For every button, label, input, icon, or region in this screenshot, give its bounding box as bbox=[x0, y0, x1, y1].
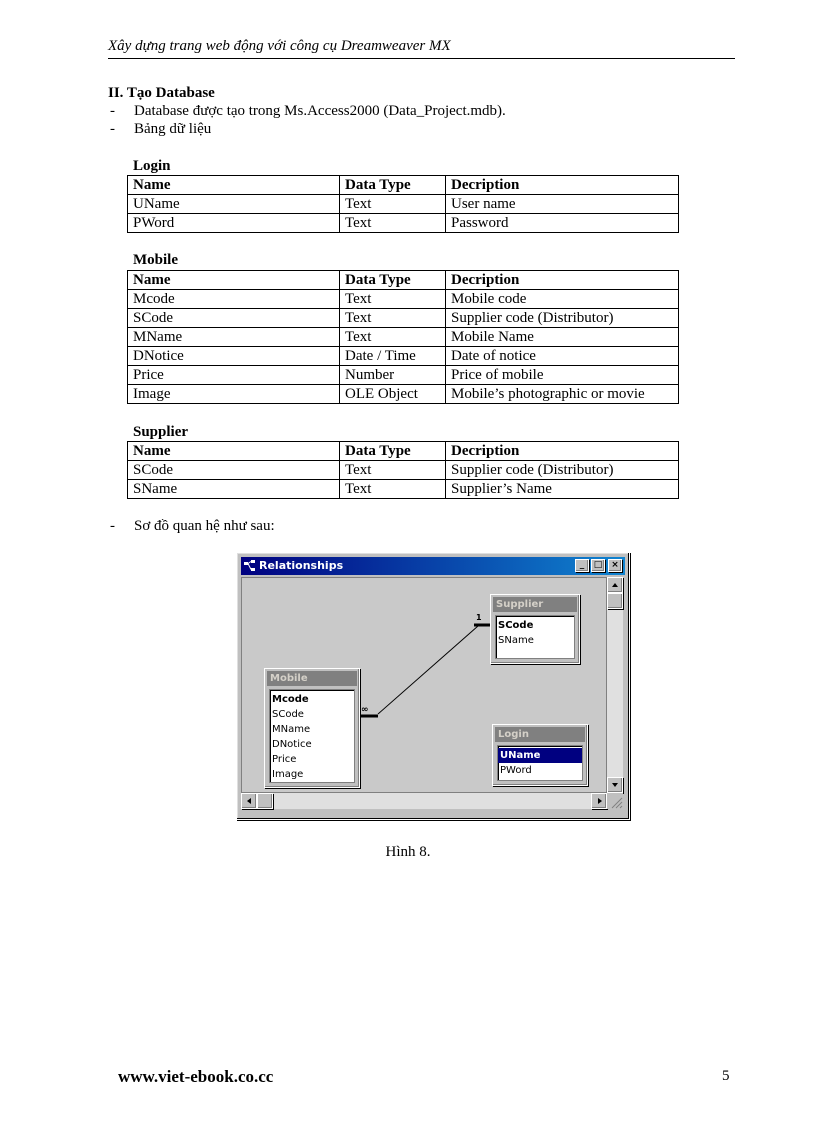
cell-name: PWord bbox=[128, 214, 340, 233]
cell-type: OLE Object bbox=[340, 385, 446, 404]
scroll-up-button[interactable] bbox=[607, 577, 623, 593]
relationships-window bbox=[236, 552, 630, 820]
footer-url: www.viet-ebook.co.cc bbox=[118, 1067, 274, 1086]
table-row bbox=[128, 290, 679, 309]
cell-type: Date / Time bbox=[340, 347, 446, 366]
running-header: Xây dựng trang web động với công cụ Dreamweaver MX bbox=[108, 38, 451, 54]
mobile-list-title[interactable]: Mobile bbox=[267, 671, 357, 686]
supplier-list-title[interactable]: Supplier bbox=[493, 597, 577, 612]
page-number: 5 bbox=[722, 1068, 730, 1084]
cell-type: Number bbox=[340, 366, 446, 385]
table-row bbox=[128, 195, 679, 214]
cell-desc: Supplier code (Distributor) bbox=[446, 309, 679, 328]
list-item[interactable]: DNotice bbox=[272, 739, 312, 750]
cell-type: Text bbox=[340, 461, 446, 480]
resize-grip-icon bbox=[607, 793, 623, 809]
scroll-right-button[interactable] bbox=[591, 793, 607, 809]
list-item[interactable]: Price bbox=[272, 754, 297, 765]
cell-name: MName bbox=[128, 328, 340, 347]
resize-grip[interactable] bbox=[607, 793, 623, 809]
arrow-down-icon bbox=[612, 783, 618, 787]
cell-type: Text bbox=[340, 290, 446, 309]
section-heading: II. Tạo Database bbox=[108, 85, 215, 101]
list-item[interactable]: UName bbox=[498, 748, 582, 763]
table-row bbox=[128, 385, 679, 404]
relationships-icon[interactable] bbox=[244, 560, 256, 572]
col-type-header: Data Type bbox=[340, 176, 446, 195]
table-header-row bbox=[128, 442, 679, 461]
list-item[interactable]: MName bbox=[272, 724, 311, 735]
cell-desc: Mobile’s photographic or movie bbox=[446, 385, 679, 404]
arrow-up-icon bbox=[612, 583, 618, 587]
login-table-title: Login bbox=[133, 158, 171, 174]
horizontal-scrollbar[interactable] bbox=[241, 793, 607, 809]
bullet-diagram: - Sơ đồ quan hệ như sau: bbox=[110, 518, 275, 534]
table-row bbox=[128, 328, 679, 347]
list-item[interactable]: PWord bbox=[500, 765, 532, 776]
arrow-right-icon bbox=[598, 798, 602, 804]
relationships-canvas[interactable] bbox=[241, 577, 607, 793]
cell-desc: Date of notice bbox=[446, 347, 679, 366]
cell-desc: Supplier’s Name bbox=[446, 480, 679, 499]
list-item[interactable]: Image bbox=[272, 769, 304, 780]
table-row bbox=[128, 347, 679, 366]
list-item[interactable]: Mcode bbox=[272, 694, 309, 705]
cell-name: SCode bbox=[128, 309, 340, 328]
col-desc-header: Decription bbox=[446, 271, 679, 290]
cell-type: Text bbox=[340, 309, 446, 328]
vertical-scrollbar[interactable] bbox=[607, 577, 623, 793]
cell-type: Text bbox=[340, 195, 446, 214]
one-symbol: 1 bbox=[476, 613, 482, 622]
col-name-header: Name bbox=[128, 442, 340, 461]
horizontal-scroll-thumb[interactable] bbox=[257, 793, 273, 809]
cell-desc: Mobile Name bbox=[446, 328, 679, 347]
cell-name: SName bbox=[128, 480, 340, 499]
table-header-row bbox=[128, 176, 679, 195]
cell-name: UName bbox=[128, 195, 340, 214]
login-field-list[interactable] bbox=[492, 724, 588, 786]
figure-caption: Hình 8. bbox=[385, 844, 431, 860]
close-button[interactable]: × bbox=[608, 559, 622, 572]
table-header-row bbox=[128, 271, 679, 290]
list-item[interactable]: SCode bbox=[272, 709, 304, 720]
cell-type: Text bbox=[340, 480, 446, 499]
col-type-header: Data Type bbox=[340, 271, 446, 290]
window-titlebar[interactable] bbox=[241, 557, 625, 575]
cell-name: Mcode bbox=[128, 290, 340, 309]
col-desc-header: Decription bbox=[446, 442, 679, 461]
scroll-down-button[interactable] bbox=[607, 777, 623, 793]
cell-desc: Price of mobile bbox=[446, 366, 679, 385]
cell-desc: User name bbox=[446, 195, 679, 214]
table-row bbox=[128, 309, 679, 328]
scroll-left-button[interactable] bbox=[241, 793, 257, 809]
vertical-scroll-thumb[interactable] bbox=[607, 593, 623, 609]
window-title: Relationships bbox=[259, 559, 344, 572]
many-symbol: ∞ bbox=[361, 705, 369, 715]
cell-name: DNotice bbox=[128, 347, 340, 366]
minimize-button[interactable]: _ bbox=[575, 559, 589, 572]
cell-type: Text bbox=[340, 214, 446, 233]
col-type-header: Data Type bbox=[340, 442, 446, 461]
bullet-tables: - Bảng dữ liệu bbox=[110, 121, 212, 137]
header-rule bbox=[108, 58, 735, 59]
mobile-table bbox=[127, 270, 679, 404]
bullet-database: - Database được tạo trong Ms.Access2000 (Data_Project.mdb). bbox=[110, 103, 506, 119]
cell-desc: Supplier code (Distributor) bbox=[446, 461, 679, 480]
col-desc-header: Decription bbox=[446, 176, 679, 195]
table-row bbox=[128, 366, 679, 385]
table-row bbox=[128, 480, 679, 499]
list-item[interactable]: SCode bbox=[498, 620, 534, 631]
table-row bbox=[128, 214, 679, 233]
mobile-field-list[interactable] bbox=[264, 668, 360, 788]
supplier-field-list[interactable] bbox=[490, 594, 580, 664]
cell-name: SCode bbox=[128, 461, 340, 480]
cell-name: Price bbox=[128, 366, 340, 385]
arrow-left-icon bbox=[247, 798, 251, 804]
supplier-table bbox=[127, 441, 679, 499]
supplier-table-title: Supplier bbox=[133, 424, 189, 440]
cell-name: Image bbox=[128, 385, 340, 404]
cell-desc: Password bbox=[446, 214, 679, 233]
cell-type: Text bbox=[340, 328, 446, 347]
list-item[interactable]: SName bbox=[498, 635, 534, 646]
table-row bbox=[128, 461, 679, 480]
col-name-header: Name bbox=[128, 271, 340, 290]
cell-desc: Mobile code bbox=[446, 290, 679, 309]
maximize-button[interactable]: □ bbox=[591, 559, 605, 572]
join-line bbox=[378, 626, 478, 714]
login-list-title[interactable]: Login bbox=[495, 727, 585, 742]
login-table bbox=[127, 175, 679, 233]
mobile-table-title: Mobile bbox=[133, 252, 178, 268]
col-name-header: Name bbox=[128, 176, 340, 195]
